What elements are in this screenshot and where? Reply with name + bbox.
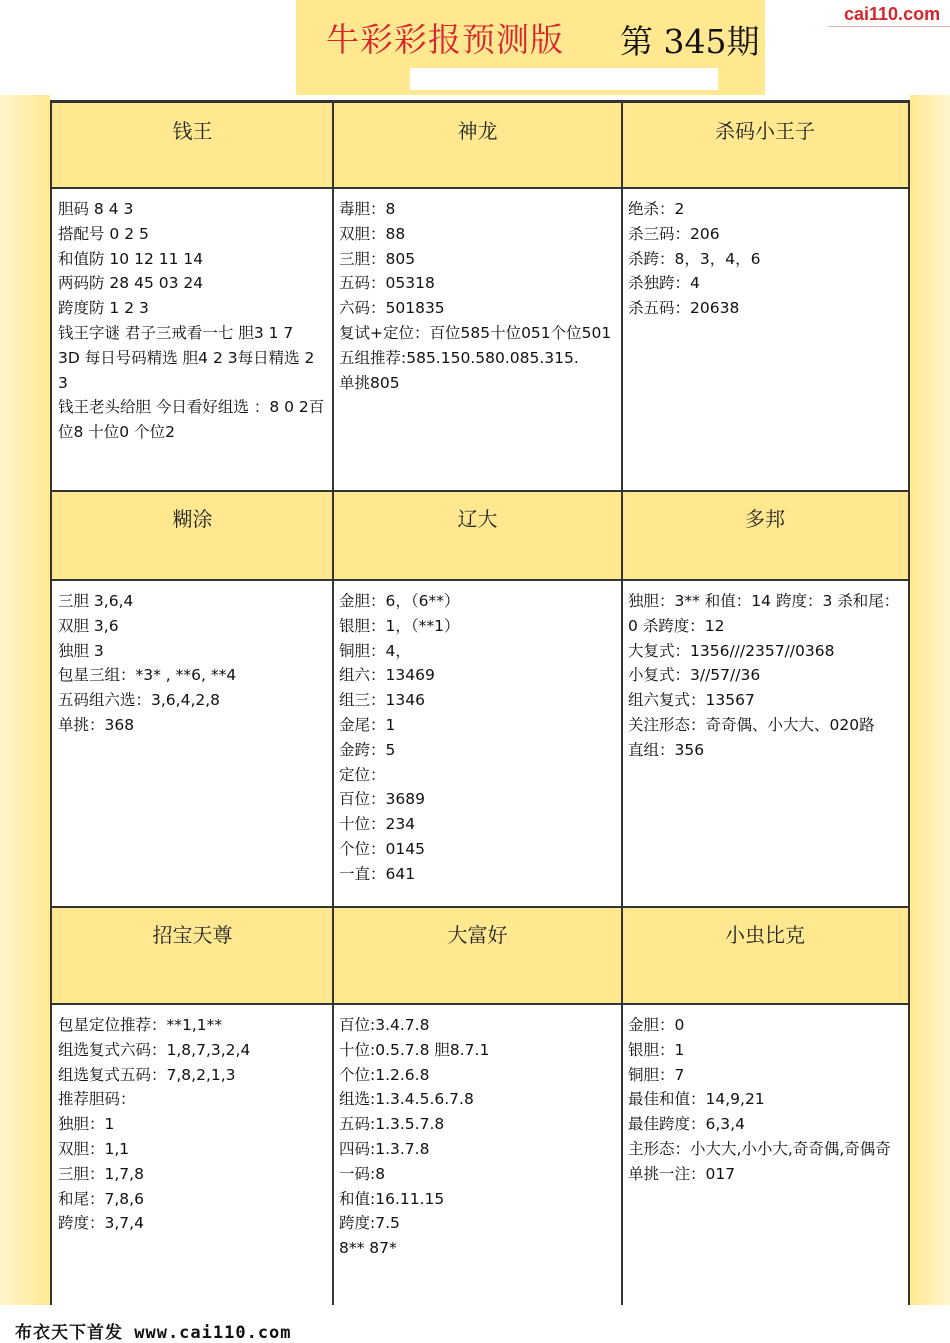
prediction-line: 百位：3689 (339, 790, 425, 809)
prediction-line: 个位：0145 (339, 839, 425, 858)
section-header-duobang (622, 491, 908, 581)
prediction-line: 独胆：3** 和值：14 跨度：3 杀和尾：0 杀跨度：12 (628, 592, 900, 635)
prediction-line: 金尾：1 (339, 715, 396, 734)
section-header-shama (622, 103, 908, 189)
section-header-xiaochong (622, 907, 908, 1005)
prediction-line: 组选:1.3.4.5.6.7.8 (339, 1090, 474, 1109)
section-body-dafuhao (333, 1005, 622, 1305)
prediction-line: 8** 87* (339, 1239, 397, 1258)
prediction-line: 百位:3.4.7.8 (339, 1016, 430, 1034)
prediction-line: 铜胆：7 (628, 1065, 685, 1084)
prediction-line: 主形态：小大大,小小大,奇奇偶,奇偶奇 (628, 1139, 891, 1158)
prediction-line: 跨度:7.5 (339, 1214, 400, 1233)
section-header-zhaobao (52, 907, 333, 1005)
prediction-line: 钱王字谜 君子三戒看一七 胆3 1 7 (58, 323, 294, 342)
section-title: 钱王 (172, 119, 213, 143)
prediction-line: 绝杀：2 (628, 200, 685, 218)
section-header-shenlong (333, 103, 622, 189)
section-header-dafuhao (333, 907, 622, 1005)
footer-text: 布衣天下首发 www.cai110.com (15, 1323, 292, 1343)
section-title: 小虫比克 (725, 923, 805, 947)
prediction-line: 三胆：1,7,8 (58, 1164, 144, 1183)
left-gradient-margin (0, 95, 50, 1305)
site-underline (828, 26, 950, 27)
section-header-hutu (52, 491, 333, 581)
prediction-line: 五码组六选：3,6,4,2,8 (58, 691, 221, 710)
prediction-line: 一直：641 (339, 864, 416, 883)
prediction-line: 银胆：1，（**1） (339, 616, 460, 635)
row-divider (52, 906, 908, 908)
prediction-line: 最佳和值：14,9,21 (628, 1090, 765, 1109)
prediction-line: 胆码 8 4 3 (58, 200, 134, 218)
column-divider (621, 103, 623, 1305)
prediction-line: 和值:16.11.15 (339, 1189, 445, 1208)
prediction-line: 大复式：1356///2357//0368 (628, 641, 835, 660)
prediction-grid (50, 100, 910, 1305)
prediction-line: 组三：1346 (339, 691, 425, 710)
prediction-line: 关注形态：奇奇偶、小大大、020路 (628, 715, 875, 734)
section-title: 辽大 (457, 507, 498, 531)
prediction-line: 五组推荐:585.150.580.085.315. (339, 348, 579, 367)
prediction-line: 组选复式五码：7,8,2,1,3 (58, 1065, 236, 1084)
prediction-line: 五码:1.3.5.7.8 (339, 1115, 445, 1134)
section-body-shama (622, 189, 908, 491)
prediction-line: 杀五码：20638 (628, 299, 740, 318)
prediction-line: 杀三码：206 (628, 224, 720, 243)
section-title: 杀码小王子 (715, 119, 815, 143)
prediction-line: 三胆：805 (339, 249, 416, 268)
section-title: 大富好 (447, 923, 508, 947)
prediction-line: 最佳跨度：6,3,4 (628, 1115, 745, 1134)
prediction-line: 推荐胆码： (58, 1090, 136, 1109)
section-body-zhaobao (52, 1005, 333, 1305)
section-body-hutu (52, 581, 333, 907)
prediction-line: 两码防 28 45 03 24 (58, 274, 204, 293)
prediction-line: 十位：234 (339, 815, 416, 834)
prediction-line: 复试+定位：百位585十位051个位501 (339, 323, 612, 342)
prediction-line: 金胆：6，（6**） (339, 592, 460, 610)
prediction-line: 三胆 3,6,4 (58, 592, 134, 610)
section-body-xiaochong (622, 1005, 908, 1305)
prediction-line: 杀跨：8，3，4，6 (628, 249, 761, 268)
section-body-shenlong (333, 189, 622, 491)
section-body-liaoda (333, 581, 622, 907)
prediction-line: 个位:1.2.6.8 (339, 1065, 430, 1084)
prediction-line: 搭配号 0 2 5 (58, 224, 149, 243)
row-divider (52, 490, 908, 492)
prediction-line: 双胆：1,1 (58, 1139, 130, 1158)
prediction-line: 金胆：0 (628, 1016, 685, 1034)
prediction-line: 组六复式：13567 (628, 691, 755, 710)
prediction-line: 和尾：7,8,6 (58, 1189, 144, 1208)
section-header-qianwang (52, 103, 333, 189)
prediction-line: 和值防 10 12 11 14 (58, 249, 204, 268)
prediction-line: 五码：05318 (339, 274, 435, 293)
prediction-line: 毒胆：8 (339, 200, 396, 218)
prediction-line: 十位:0.5.7.8 胆8.7.1 (339, 1040, 490, 1059)
section-title: 神龙 (457, 119, 498, 143)
prediction-line: 组六：13469 (339, 666, 435, 685)
section-header-liaoda (333, 491, 622, 581)
right-gradient-margin (910, 95, 950, 1305)
prediction-line: 六码：501835 (339, 299, 445, 318)
column-divider (332, 103, 334, 1305)
prediction-line: 独胆 3 (58, 641, 104, 660)
section-title: 多邦 (745, 507, 785, 531)
prediction-line: 跨度：3,7,4 (58, 1214, 144, 1233)
prediction-line: 铜胆：4， (339, 641, 411, 660)
prediction-line: 跨度防 1 2 3 (58, 299, 149, 318)
prediction-line: 一码:8 (339, 1164, 386, 1183)
prediction-line: 定位： (339, 765, 386, 784)
prediction-line: 银胆：1 (628, 1040, 685, 1059)
prediction-line: 包星定位推荐：**1,1** (58, 1016, 223, 1034)
section-body-qianwang (52, 189, 333, 491)
prediction-line: 组选复式六码：1,8,7,3,2,4 (58, 1040, 251, 1059)
banner-white-strip (410, 68, 718, 90)
banner-fade (765, 0, 790, 95)
prediction-line: 双胆：88 (339, 224, 406, 243)
prediction-line: 3D 每日号码精选 胆4 2 3每日精选 2 3 (58, 348, 315, 392)
issue-number: 第 345期 (620, 22, 760, 61)
page-title: 牛彩彩报预测版 (326, 20, 564, 59)
prediction-line: 金跨：5 (339, 740, 396, 759)
prediction-line: 双胆 3,6 (58, 616, 119, 635)
prediction-line: 杀独跨：4 (628, 274, 700, 293)
prediction-line: 单挑805 (339, 373, 400, 392)
section-body-duobang (622, 581, 908, 907)
prediction-line: 单挑：368 (58, 715, 135, 734)
prediction-line: 直组：356 (628, 740, 705, 759)
section-title: 招宝天尊 (152, 923, 233, 947)
site-watermark: cai110.com (844, 4, 941, 24)
prediction-line: 小复式：3//57//36 (628, 666, 761, 685)
prediction-line: 四码:1.3.7.8 (339, 1139, 430, 1158)
prediction-line: 独胆：1 (58, 1115, 115, 1134)
prediction-line: 单挑一注：017 (628, 1164, 736, 1183)
prediction-line: 包星三组：*3* , **6, **4 (58, 666, 237, 685)
prediction-line: 钱王老头给胆 今日看好组选 ：8 0 2百位8 十位0 个位2 (58, 398, 325, 442)
section-title: 糊涂 (172, 507, 213, 531)
